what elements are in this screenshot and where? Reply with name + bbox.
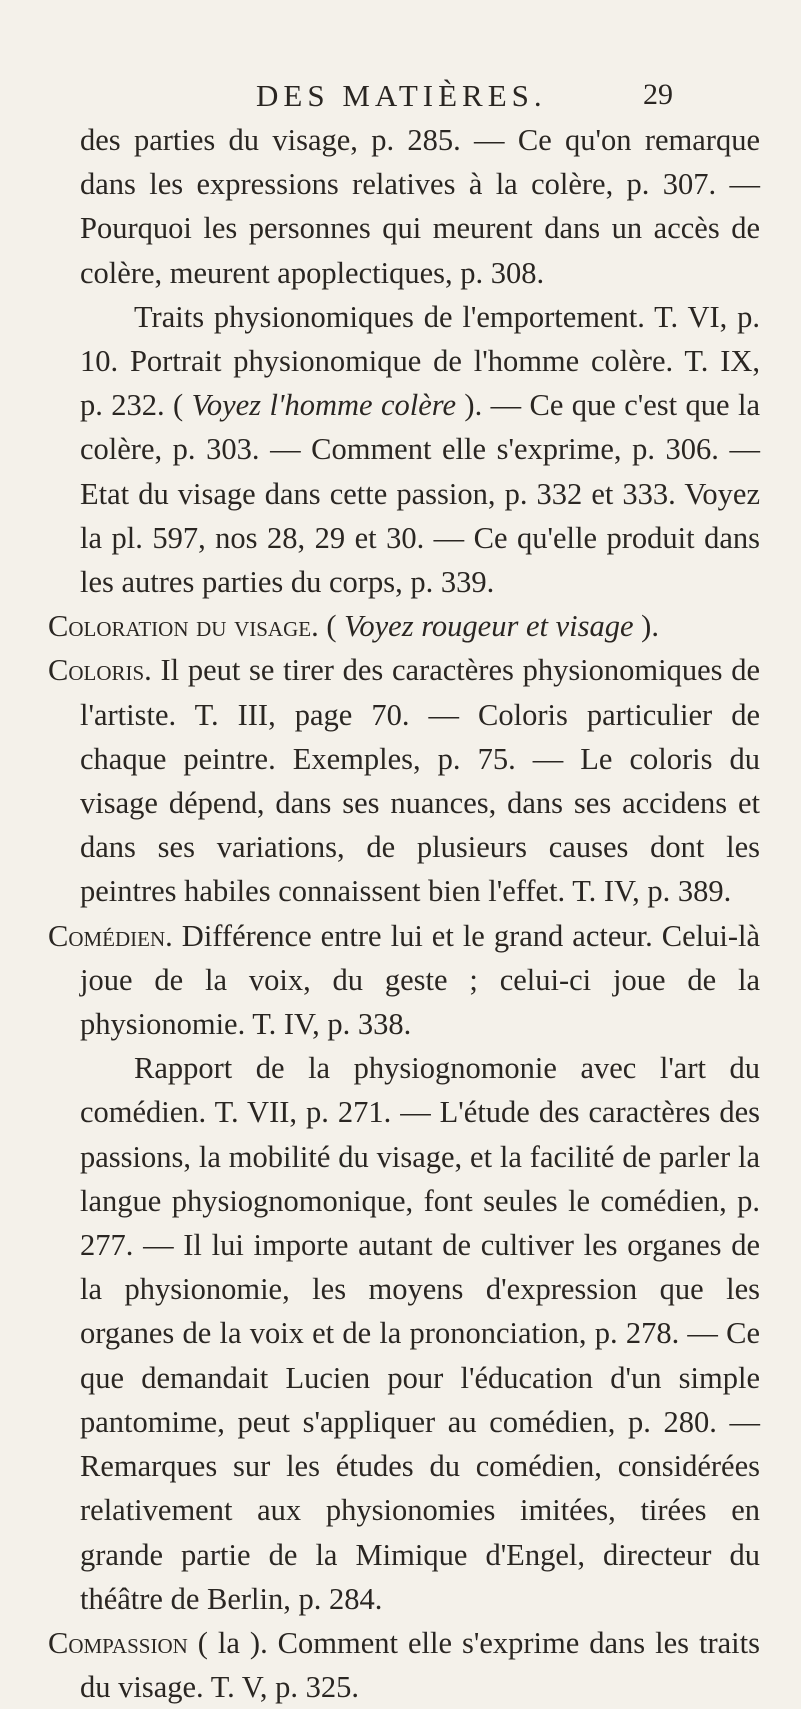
running-head [0,78,801,118]
entry-heading: Compassion [48,1625,188,1660]
index-paragraph-comedien-rapport: Rapport de la physiognomonie avec l'art du comédien. T. VII, p. 271. — L'étude des caractères des passions, la mobilité du visage, et la facilité de parler la langue physiognomonique, font seules le comédien, p. 277. — Il lui importe autant de cultiver les organes de la physionomie, les moyens d'expression que les organes de la voix et de la prononciation, p. 278. — Ce que demandait Lucien pour l'éducation d'un simple pantomime, peut s'appliquer au comédien, p. 280. — Remarques sur les études du comédien, considérées relativement aux physionomies imitées, tirées en grande partie de la Mimique d'Engel, directeur du théâtre de Berlin, p. 284. [80,1051,760,1616]
index-entry-coloris: Coloris. Il peut se tirer des caractères physionomiques de l'artiste. T. III, page 70. — Coloris particulier de chaque peintre. Exemples, p. 75. — Le coloris du visage dépend, dans ses nuances, dans ses accidens et dans ses variations, de plusieurs causes dont les peintres habiles connaissent bien l'effet. T. IV, p. 389. [48,653,760,909]
entry-heading: Comédien. [48,918,173,953]
entry-heading: Coloris. [48,653,152,688]
cross-reference: Voyez l'homme colère [191,388,457,423]
index-entry-coloration: Coloration du visage. ( Voyez rougeur et visage ). [48,609,659,644]
index-entry-compassion: Compassion ( la ). Comment elle s'exprime dans les traits du visage. T. V, p. 325. [48,1625,760,1705]
entry-heading: Coloration du visage. [48,609,319,644]
index-paragraph-emportement: Traits physionomiques de l'emportement. T. VI, p. 10. Portrait physionomique de l'homme colère. T. IX, p. 232. ( Voyez l'homme colère ). — Ce que c'est que la colère, p. 303. — Comment elle s'exprime, p. 306. — Etat du visage dans cette passion, p. 332 et 333. Voyez la pl. 597, nos 28, 29 et 30. — Ce qu'elle produit dans les autres parties du corps, p. 339. [80,299,760,600]
page-number: 29 [643,78,673,111]
running-title: DES MATIÈRES. [256,78,547,113]
index-body [48,118,760,1709]
index-entry-comedien: Comédien. Différence entre lui et le grand acteur. Celui-là joue de la voix, du geste ; celui-ci joue de la physionomie. T. IV, p. 338. [48,918,760,1042]
index-entry-continuation: des parties du visage, p. 285. — Ce qu'on remarque dans les expressions relatives à la colère, p. 307. — Pourquoi les personnes qui meurent dans un accès de colère, meurent apoplectiques, p. 308. [80,123,760,290]
cross-reference: Voyez rougeur et visage [344,609,634,644]
